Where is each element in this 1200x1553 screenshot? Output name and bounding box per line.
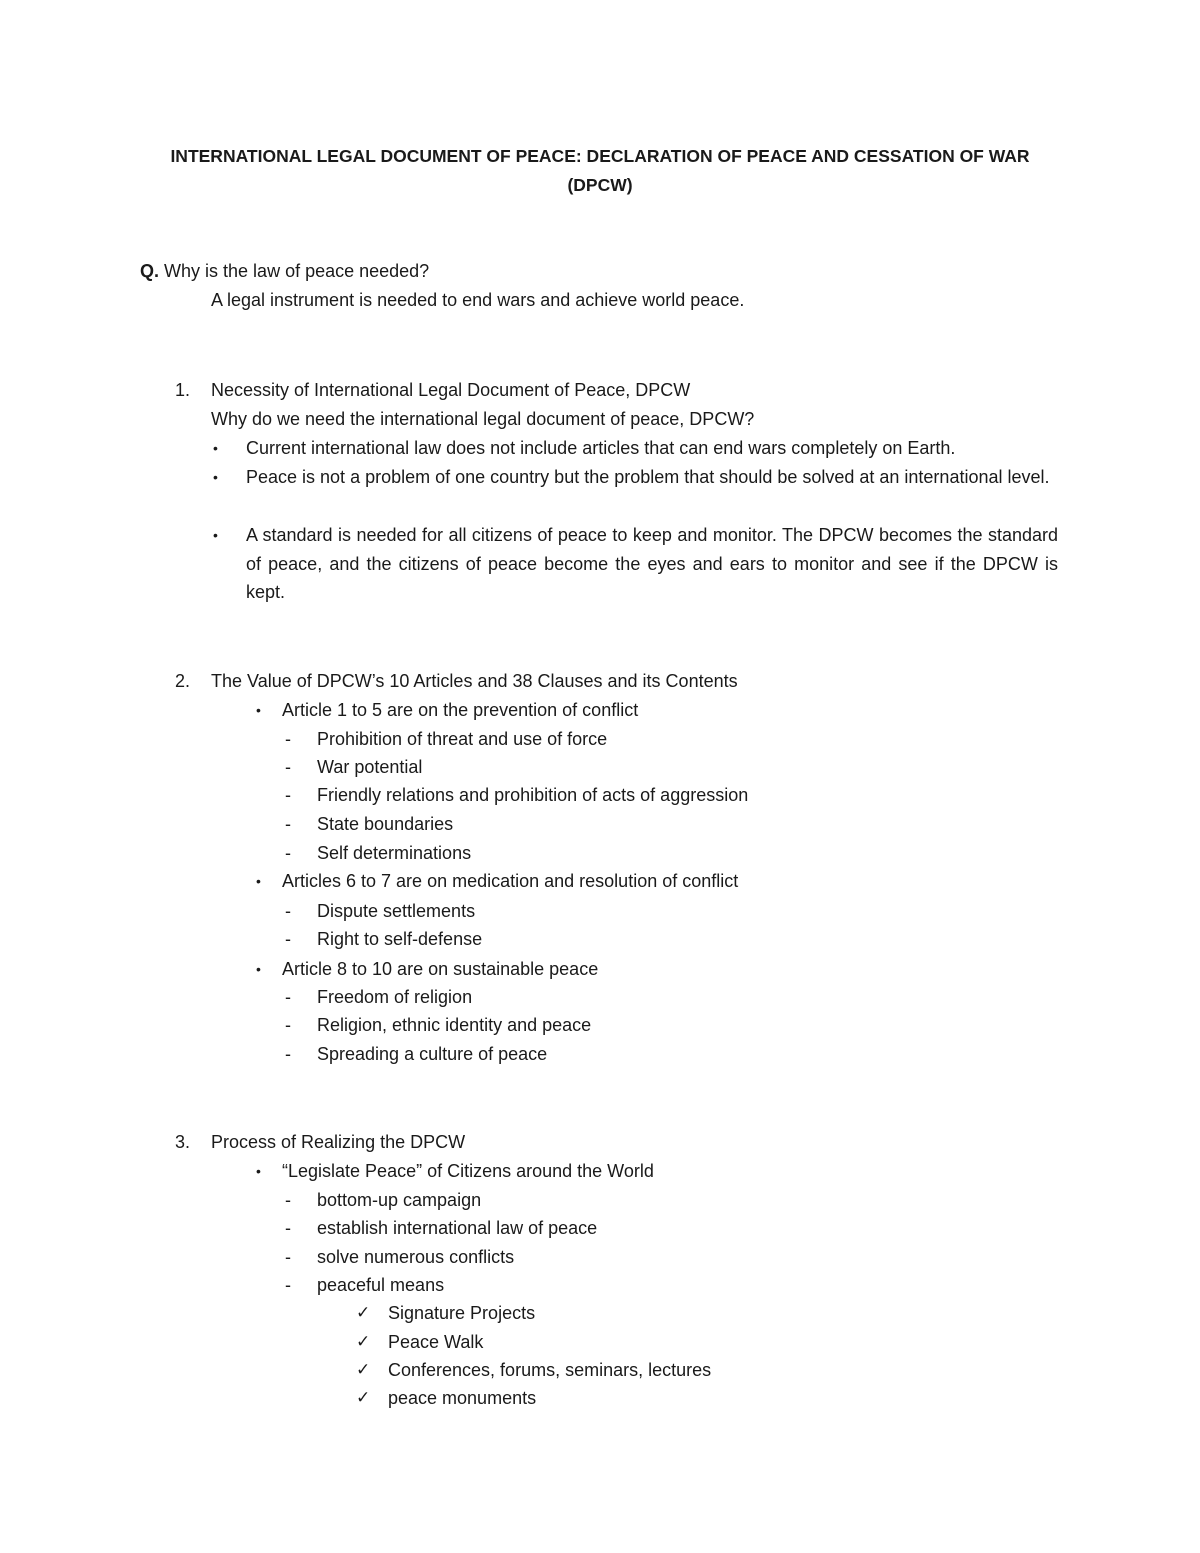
section-3-item: bottom-up campaign (317, 1190, 482, 1210)
section-1-subheading: Why do we need the international legal document of peace, DPCW? (211, 409, 755, 429)
section-2-item: Self determinations (317, 843, 472, 863)
section-2-item: Prohibition of threat and use of force (317, 729, 608, 749)
section-1-bullet-1: Current international law does not include articles that can end wars completely on Earth. (246, 438, 956, 458)
section-1-bullet-2: Peace is not a problem of one country but the problem that should be solved at an international level. (246, 467, 1050, 487)
section-1-heading: Necessity of International Legal Document of Peace, DPCW (211, 380, 691, 400)
dash-icon: - (285, 1247, 291, 1267)
section-3-check-item: Conferences, forums, seminars, lectures (388, 1360, 712, 1380)
section-3-check-item: peace monuments (388, 1388, 537, 1408)
check-icon: ✓ (356, 1360, 371, 1380)
dash-icon: - (285, 757, 291, 777)
bullet-icon: • (213, 527, 218, 543)
section-3-item: solve numerous conflicts (317, 1247, 515, 1267)
dash-icon: - (285, 729, 291, 749)
section-3-bullet-1: “Legislate Peace” of Citizens around the World (282, 1161, 654, 1181)
dash-icon: - (285, 814, 291, 834)
dash-icon: - (285, 1218, 291, 1238)
question-line (140, 257, 429, 286)
dash-icon: - (285, 1015, 291, 1035)
title-line-1: INTERNATIONAL LEGAL DOCUMENT OF PEACE: DECLARATION OF PEACE AND CESSATION OF WAR (170, 146, 1030, 166)
section-2-item: Dispute settlements (317, 901, 476, 921)
question-label: Q. (140, 261, 160, 281)
section-2-heading: The Value of DPCW’s 10 Articles and 38 Clauses and its Contents (211, 671, 738, 691)
bullet-icon: • (256, 961, 261, 977)
bullet-icon: • (213, 469, 218, 485)
dash-icon: - (285, 987, 291, 1007)
title-line-2: (DPCW) (567, 175, 633, 195)
check-icon: ✓ (356, 1303, 371, 1323)
section-3-check-item: Signature Projects (388, 1303, 536, 1323)
section-2-item: Freedom of religion (317, 987, 473, 1007)
section-3-item: peaceful means (317, 1275, 445, 1295)
check-icon: ✓ (356, 1332, 371, 1352)
bullet-icon: • (213, 440, 218, 456)
document-title (140, 142, 1060, 200)
section-2-bullet-3: Article 8 to 10 are on sustainable peace (282, 959, 599, 979)
dash-icon: - (285, 901, 291, 921)
dash-icon: - (285, 1044, 291, 1064)
section-3-item: establish international law of peace (317, 1218, 598, 1238)
dash-icon: - (285, 785, 291, 805)
section-1-number: 1. (175, 380, 191, 400)
dash-icon: - (285, 1275, 291, 1295)
section-2-bullet-1: Article 1 to 5 are on the prevention of conflict (282, 700, 639, 720)
section-2-item: Friendly relations and prohibition of acts of aggression (317, 785, 749, 805)
section-2-bullet-2: Articles 6 to 7 are on medication and resolution of conflict (282, 871, 739, 891)
dash-icon: - (285, 929, 291, 949)
section-2-item: Right to self-defense (317, 929, 483, 949)
section-2-item: Spreading a culture of peace (317, 1044, 548, 1064)
dash-icon: - (285, 843, 291, 863)
bullet-icon: • (256, 1163, 261, 1179)
section-3-number: 3. (175, 1132, 191, 1152)
section-2-number: 2. (175, 671, 191, 691)
question-answer: A legal instrument is needed to end wars and achieve world peace. (211, 290, 745, 310)
check-icon: ✓ (356, 1388, 371, 1408)
bullet-icon: • (256, 702, 261, 718)
question-text: Why is the law of peace needed? (164, 261, 430, 281)
section-2-item: War potential (317, 757, 423, 777)
section-2-item: Religion, ethnic identity and peace (317, 1015, 592, 1035)
dash-icon: - (285, 1190, 291, 1210)
section-1-bullet-3: A standard is needed for all citizens of peace to keep and monitor. The DPCW becomes the standard of peace, and the citizens of peace become the eyes and ears to monitor and see if the DPCW is kept. (246, 525, 1058, 602)
section-3-heading: Process of Realizing the DPCW (211, 1132, 466, 1152)
section-3-check-item: Peace Walk (388, 1332, 484, 1352)
section-2-item: State boundaries (317, 814, 454, 834)
bullet-icon: • (256, 873, 261, 889)
